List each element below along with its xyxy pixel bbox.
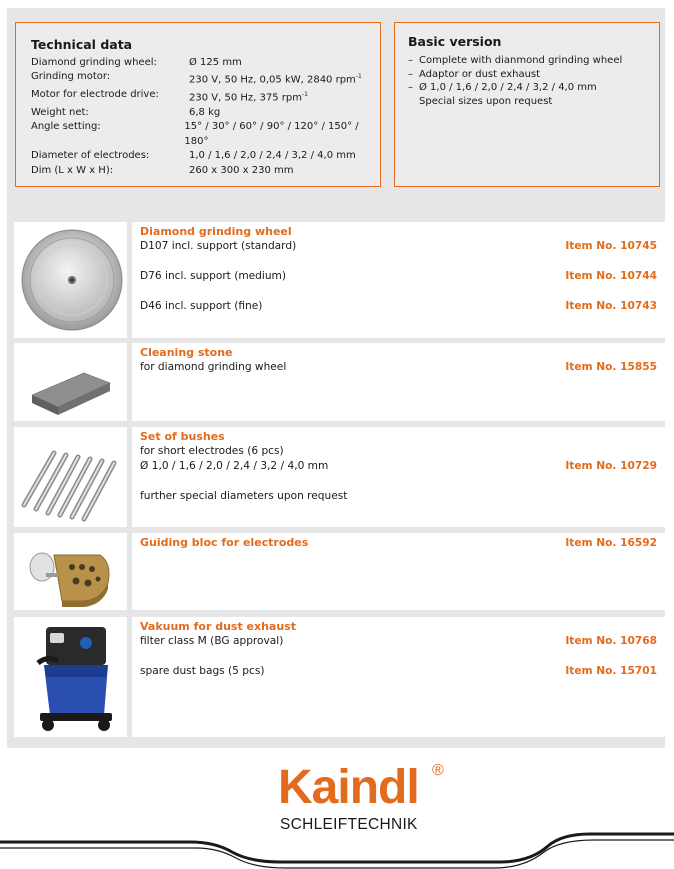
bushes-icon xyxy=(14,427,127,527)
product-content xyxy=(140,430,657,504)
product-image xyxy=(14,343,132,421)
technical-data-box xyxy=(15,22,381,187)
product-guiding-bloc xyxy=(14,533,665,610)
product-content xyxy=(140,225,657,314)
basic-version-list xyxy=(408,54,622,108)
product-image xyxy=(14,427,132,527)
item-number: Item No. 15855 xyxy=(565,361,657,373)
registered-mark: ® xyxy=(432,762,444,779)
product-image xyxy=(14,222,132,338)
logo-wordmark: Kaindl xyxy=(278,761,419,814)
product-line: filter class M (BG approval) Item No. 10768 xyxy=(140,635,657,647)
list-item: – Adaptor or dust exhaust xyxy=(408,68,541,80)
guiding-bloc-icon xyxy=(14,533,127,610)
product-content xyxy=(140,346,657,375)
vacuum-icon xyxy=(14,617,127,737)
spec-row: Diamond grinding wheel: Ø 125 mm xyxy=(31,57,242,68)
product-content xyxy=(140,620,657,679)
product-cleaning-stone xyxy=(14,343,665,421)
item-number: Item No. 15701 xyxy=(565,665,657,677)
product-diamond-grinding-wheel xyxy=(14,222,665,338)
product-title: Set of bushes xyxy=(140,430,225,443)
product-vacuum xyxy=(14,617,665,737)
content-panel xyxy=(7,8,665,748)
product-line: further special diameters upon request xyxy=(140,490,348,502)
item-number: Item No. 16592 xyxy=(565,537,657,549)
product-line: Ø 1,0 / 1,6 / 2,0 / 2,4 / 3,2 / 4,0 mm Item No. 10729 xyxy=(140,460,657,472)
list-item: – Complete with dianmond grinding wheel xyxy=(408,55,623,66)
product-title-row xyxy=(140,536,657,550)
basic-version-title: Basic version xyxy=(408,34,502,49)
spec-row: Dim (L x W x H): 260 x 300 x 230 mm xyxy=(31,164,294,176)
grinding-wheel-icon xyxy=(14,222,127,338)
product-line: for short electrodes (6 pcs) xyxy=(140,445,284,457)
product-set-of-bushes xyxy=(14,427,665,527)
basic-version-box xyxy=(394,22,660,187)
product-line: spare dust bags (5 pcs) Item No. 15701 xyxy=(140,665,657,677)
product-content xyxy=(140,536,657,550)
spec-row: Grinding motor: 230 V, 50 Hz, 0,05 kW, 2840 rpm$^{-1}$ xyxy=(31,71,362,86)
product-title: Guiding bloc for electrodes xyxy=(140,536,309,549)
product-title: Cleaning stone xyxy=(140,346,233,359)
list-item: – Ø 1,0 / 1,6 / 2,0 / 2,4 / 3,2 / 4,0 mm xyxy=(408,82,597,94)
product-image xyxy=(14,617,132,737)
spec-row: Diameter of electrodes: 1,0 / 1,6 / 2,0 / 2,4 / 3,2 / 4,0 mm xyxy=(31,150,356,162)
product-line: D46 incl. support (fine) Item No. 10743 xyxy=(140,300,657,312)
product-line: D76 incl. support (medium) Item No. 10744 xyxy=(140,270,657,282)
technical-data-title: Technical data xyxy=(31,37,133,52)
item-number: Item No. 10743 xyxy=(565,300,657,312)
product-title: Vakuum for dust exhaust xyxy=(140,620,296,633)
product-image xyxy=(14,533,132,610)
spec-table xyxy=(31,56,380,178)
item-number: Item No. 10729 xyxy=(565,460,657,472)
item-number: Item No. 10744 xyxy=(565,270,657,282)
stone-icon xyxy=(14,343,127,421)
product-line: for diamond grinding wheel Item No. 15855 xyxy=(140,361,657,373)
spec-row: Motor for electrode drive: 230 V, 50 Hz, 375 rpm$^{-1}$ xyxy=(31,89,308,104)
list-item: Special sizes upon request xyxy=(419,95,553,107)
product-line: D107 incl. support (standard) Item No. 10745 xyxy=(140,240,657,252)
item-number: Item No. 10745 xyxy=(565,240,657,252)
product-title: Diamond grinding wheel xyxy=(140,225,292,238)
item-number: Item No. 10768 xyxy=(565,635,657,647)
spec-row: Weight net: 6,8 kg xyxy=(31,106,221,118)
spec-row: Angle setting: 15° / 30° / 60° / 90° / 120° / 150° / 180° xyxy=(31,121,359,147)
footer-swoosh xyxy=(0,812,674,869)
logo-subtitle: SCHLEIFTECHNIK xyxy=(280,816,418,833)
kaindl-logo xyxy=(278,761,444,833)
